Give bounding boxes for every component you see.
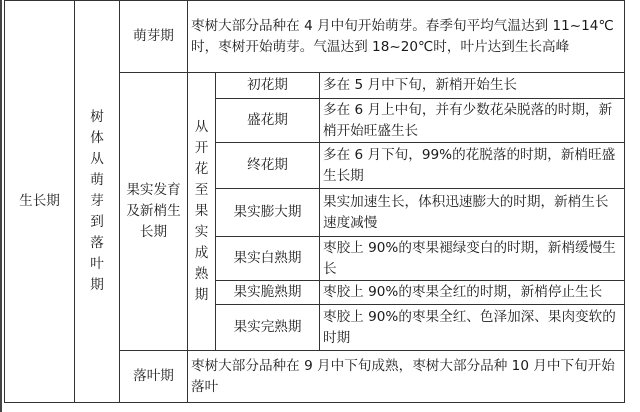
- phase-desc: 多在 6 月上中旬，并有少数花朵脱落的时期，新梢开始旺盛生长: [320, 99, 625, 143]
- vertical-char: 叶: [90, 256, 104, 272]
- vertical-char: 成: [194, 245, 209, 261]
- budding-desc: 枣树大部分品种在 4 月中旬开始萌芽。春季旬平均气温达到 11~14℃时，枣树开始萌芽。气温达到 18~20℃时，叶片达到生长高峰: [188, 1, 625, 73]
- stage-cell: 生长期: [5, 1, 75, 403]
- budding-label: 萌芽期: [120, 1, 188, 73]
- phase-name: 果实完熟期: [216, 305, 320, 351]
- flower-to-ripe-vertical-cell: [188, 73, 216, 351]
- vertical-char: 至: [194, 182, 209, 198]
- vertical-char: 期: [194, 287, 209, 303]
- vertical-char: 花: [194, 161, 209, 177]
- phase-name: 果实白熟期: [216, 237, 320, 281]
- phase-desc: 枣胶上 90%的枣果褪绿变白的时期，新梢缓慢生长: [320, 237, 625, 281]
- phase-name: 初花期: [216, 73, 320, 99]
- vertical-char: 树: [90, 109, 104, 125]
- vertical-char: 芽: [90, 193, 104, 209]
- table-row: [5, 1, 625, 73]
- phase-desc: 多在 6 月下旬，99%的花脱落的时期，新梢旺盛生长期: [320, 143, 625, 189]
- leaf-fall-label: 落叶期: [120, 351, 188, 403]
- vertical-char: 熟: [194, 266, 209, 282]
- phase-desc: 果实加速生长，体积迅速膨大的时期，新梢生长速度减慢: [320, 189, 625, 237]
- phase-name: 盛花期: [216, 99, 320, 143]
- phase-desc: 多在 5 月中下旬，新梢开始生长: [320, 73, 625, 99]
- vertical-char: 果: [194, 203, 209, 219]
- vertical-char: 从: [194, 119, 209, 135]
- leaf-fall-desc: 枣树大部分品种在 9 月中下旬成熟，枣树大部分品种 10 月中下旬开始落叶: [188, 351, 625, 403]
- vertical-char: 体: [90, 130, 104, 146]
- phase-name: 果实脆熟期: [216, 281, 320, 305]
- vertical-char: 到: [90, 214, 104, 230]
- phase-name: 果实膨大期: [216, 189, 320, 237]
- left-edge-bar: [0, 0, 2, 412]
- phase-name: 终花期: [216, 143, 320, 189]
- jujube-growth-table: [4, 0, 625, 403]
- vertical-char: 开: [194, 140, 209, 156]
- phase-desc: 枣胶上 90%的枣果全红、色泽加深、果肉变软的时期: [320, 305, 625, 351]
- vertical-char: 期: [90, 277, 104, 293]
- vertical-char: 落: [90, 235, 104, 251]
- vertical-char: 萌: [90, 172, 104, 188]
- vertical-char: 从: [90, 151, 104, 167]
- sub-period-vertical-cell: [75, 1, 120, 403]
- fruit-dev-label: 果实发育及新梢生长期: [120, 73, 188, 351]
- vertical-char: 实: [194, 224, 209, 240]
- phase-desc: 枣胶上 90%的枣果全红的时期，新梢停止生长: [320, 281, 625, 305]
